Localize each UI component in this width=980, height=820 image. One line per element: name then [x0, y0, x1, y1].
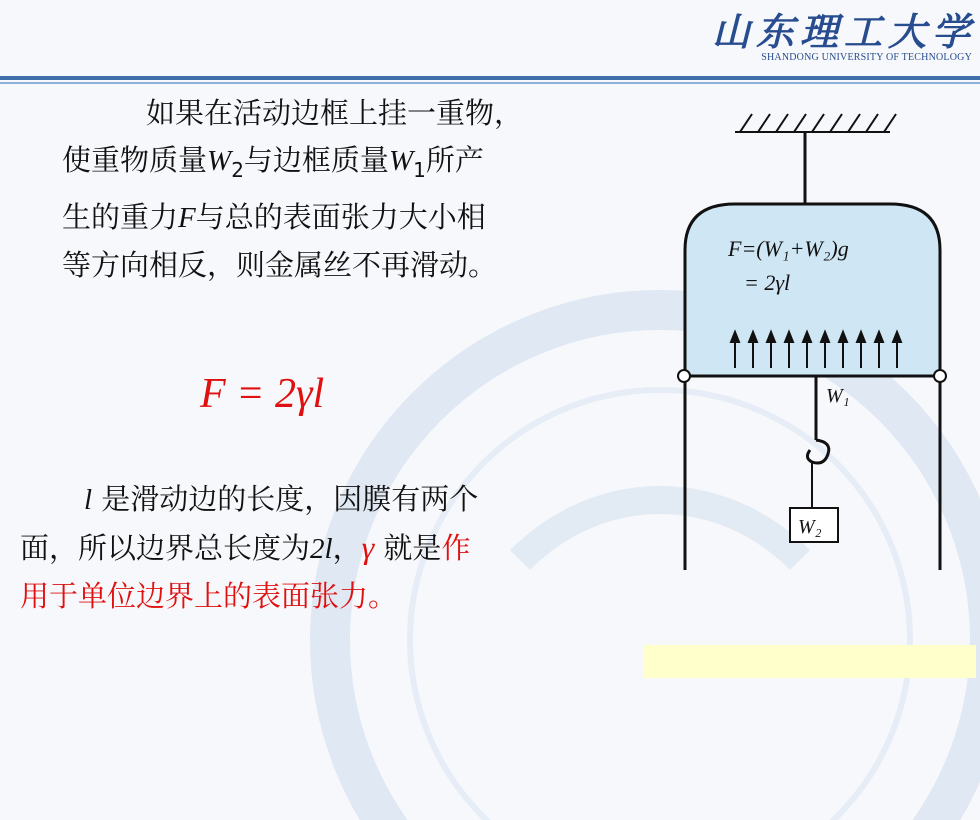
- liquid-film: [685, 204, 940, 376]
- explanation-paragraph: [62, 90, 642, 289]
- para1-line1: 如果在活动边框上挂一重物，: [146, 96, 524, 130]
- logo-chinese-calligraphy: 山东理工大学: [711, 9, 976, 54]
- para3-line3: 用于单位边界上的表面张力。: [20, 579, 398, 613]
- logo-english-name: SHANDONG UNIVERSITY OF TECHNOLOGY: [761, 52, 972, 63]
- right-pivot: [934, 370, 946, 382]
- w1-label: W₁: [826, 385, 850, 407]
- surface-tension-formula: F = 2γl: [200, 371, 325, 417]
- para1-line4: 等方向相反，则金属丝不再滑动。: [62, 247, 498, 282]
- definition-paragraph: [20, 476, 640, 620]
- force-equation-line2: = 2γl: [744, 270, 791, 295]
- left-pivot: [678, 370, 690, 382]
- para1-line2: 使重物质量$W_2$与边框质量$W_1$所产: [62, 143, 484, 182]
- header-rule-thin: [0, 82, 980, 84]
- wire-frame-diagram: [640, 100, 980, 700]
- para3-line2: 面，所以边界总长度为2l，γ 就是作: [20, 529, 471, 565]
- highlight-strip: [644, 645, 976, 678]
- university-logo: [686, 9, 976, 64]
- hook: [807, 440, 828, 463]
- w2-label: W₂: [798, 516, 822, 538]
- force-equation-line1: F=(W₁+W₂)g: [728, 236, 849, 261]
- para1-line3: 生的重力F与总的表面张力大小相: [62, 199, 486, 234]
- ceiling-support: [735, 114, 896, 132]
- header-rule: [0, 76, 980, 80]
- para3-line1: l 是滑动边的长度，因膜有两个: [84, 482, 479, 516]
